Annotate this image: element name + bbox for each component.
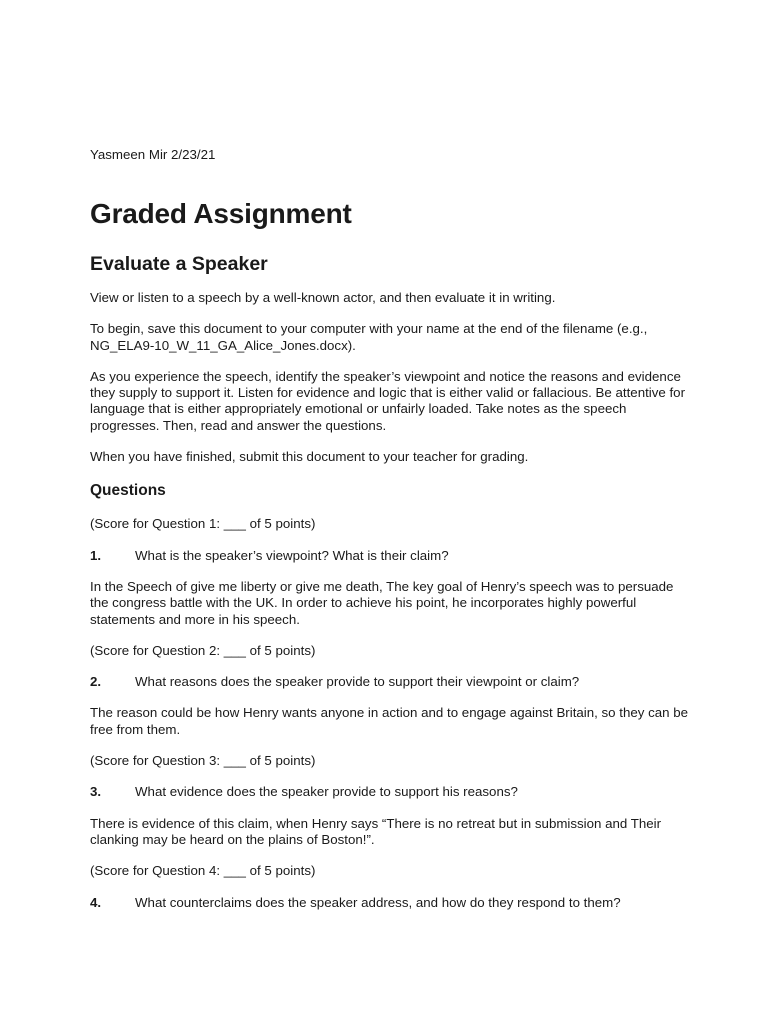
score-line-q2: (Score for Question 2: ___ of 5 points)	[90, 642, 316, 658]
author-date-line: Yasmeen Mir 2/23/21	[90, 147, 216, 162]
question-text: What is the speaker’s viewpoint? What is their claim?	[135, 547, 449, 563]
question-number: 1.	[90, 547, 102, 563]
question-text: What reasons does the speaker provide to support their viewpoint or claim?	[135, 674, 580, 690]
question-1	[90, 548, 690, 564]
question-text: What evidence does the speaker provide to support his reasons?	[135, 784, 518, 800]
answer-q3: There is evidence of this claim, when Henry says “There is no retreat but in submission and Their clanking may be heard on the plains of Boston!”.	[90, 815, 662, 847]
score-line-q3: (Score for Question 3: ___ of 5 points)	[90, 753, 316, 769]
intro-paragraph: To begin, save this document to your computer with your name at the end of the filename (e.g., NG_ELA9-10_W_11_GA_Alice_Jones.docx).	[90, 321, 648, 353]
score-line-q4: (Score for Question 4: ___ of 5 points)	[90, 863, 316, 879]
intro-paragraph: When you have finished, submit this document to your teacher for grading.	[90, 449, 529, 465]
question-3	[90, 784, 690, 800]
question-number: 3.	[90, 784, 102, 800]
question-number: 2.	[90, 674, 102, 690]
document-page	[90, 146, 690, 911]
score-line-q1: (Score for Question 1: ___ of 5 points)	[90, 516, 316, 532]
question-2	[90, 674, 690, 690]
document-title: Graded Assignment	[90, 198, 352, 229]
intro-paragraph: View or listen to a speech by a well-known actor, and then evaluate it in writing.	[90, 290, 556, 305]
questions-heading: Questions	[90, 482, 166, 500]
document-subtitle: Evaluate a Speaker	[90, 253, 268, 275]
answer-q2: The reason could be how Henry wants anyone in action and to engage against Britain, so they can be free from them.	[90, 705, 689, 737]
answer-q1: In the Speech of give me liberty or give me death, The key goal of Henry’s speech was to persuade the congress battle with the UK. In order to achieve his point, he incorporates highly powerful statements and more in his speech.	[90, 578, 674, 627]
question-4	[90, 895, 690, 911]
question-number: 4.	[90, 894, 102, 910]
intro-paragraph: As you experience the speech, identify the speaker’s viewpoint and notice the reasons and evidence they supply to support it. Listen for evidence and logic that is either valid or fallacious. Be attentive for language that is either appropriately emotional or unfairly loaded. Take notes as the speech progresses. Then, read and answer the questions.	[90, 368, 685, 433]
question-text: What counterclaims does the speaker address, and how do they respond to them?	[135, 894, 621, 910]
